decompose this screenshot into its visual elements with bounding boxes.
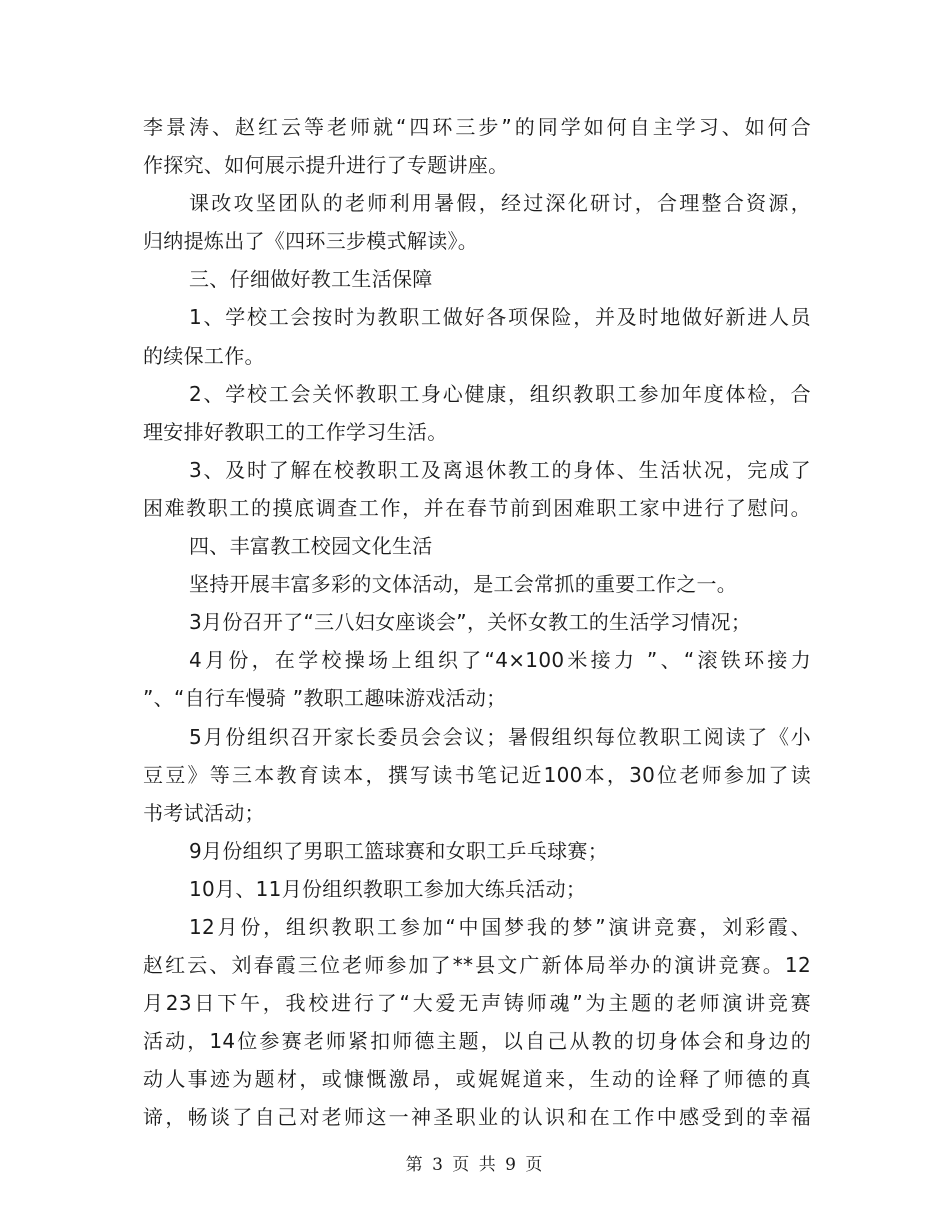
text-line: 动人事迹为题材，或慷慨激昂，或娓娓道来，生动的诠释了师德的真	[143, 1067, 811, 1092]
text-line: 作探究、如何展示提升进行了专题讲座。	[143, 153, 509, 178]
text-line: 归纳提炼出了《四环三步模式解读》。	[143, 229, 479, 254]
text-line: 4月份，在学校操场上组织了“4×100米接力 ”、“滚铁环接力	[189, 648, 811, 673]
text-line: 3、及时了解在校教职工及离退休教工的身体、生活状况，完成了	[189, 457, 811, 482]
text-line: 2、学校工会关怀教职工身心健康，组织教职工参加年度体检，合	[189, 381, 811, 406]
text-line: 月23日下午，我校进行了“大爱无声铸师魂”为主题的老师演讲竞赛	[143, 991, 811, 1016]
text-line: 的续保工作。	[143, 343, 265, 368]
document-body	[143, 108, 811, 1137]
text-line: 课改攻坚团队的老师利用暑假，经过深化研讨，合理整合资源，	[189, 191, 811, 216]
text-line: 谛，畅谈了自己对老师这一神圣职业的认识和在工作中感受到的幸福	[143, 1105, 811, 1130]
text-line: 活动，14位参赛老师紧扣师德主题，以自己从教的切身体会和身边的	[143, 1029, 811, 1054]
text-line: 豆豆》等三本教育读本，撰写读书笔记近100本，30位老师参加了读	[143, 762, 811, 787]
text-line: 理安排好教职工的工作学习生活。	[143, 419, 448, 444]
page-footer: 第 3 页 共 9 页	[405, 1155, 545, 1175]
text-line: 坚持开展丰富多彩的文体活动，是工会常抓的重要工作之一。	[189, 572, 738, 597]
text-line: 1、学校工会按时为教职工做好各项保险，并及时地做好新进人员	[189, 305, 811, 330]
text-line: 李景涛、赵红云等老师就“四环三步”的同学如何自主学习、如何合	[143, 115, 811, 139]
text-line: 书考试活动；	[143, 800, 265, 825]
text-line: 困难教职工的摸底调查工作，并在春节前到困难职工家中进行了慰问。	[143, 495, 811, 520]
text-line: 9月份组织了男职工篮球赛和女职工乒乓球赛；	[189, 838, 609, 863]
text-line: 三、仔细做好教工生活保障	[189, 267, 433, 292]
text-line: 赵红云、刘春霞三位老师参加了**县文广新体局举办的演讲竞赛。12	[143, 953, 811, 978]
text-line: 10月、11月份组织教职工参加大练兵活动；	[189, 876, 587, 901]
text-line: 四、丰富教工校园文化生活	[189, 534, 433, 559]
text-line: 3月份召开了“三八妇女座谈会”，关怀女教工的生活学习情况；	[189, 610, 752, 635]
text-line: 5月份组织召开家长委员会会议；暑假组织每位教职工阅读了《小	[189, 724, 811, 749]
text-line: ”、“自行车慢骑 ”教职工趣味游戏活动；	[143, 686, 507, 711]
text-line: 12月份，组织教职工参加“中国梦我的梦”演讲竞赛，刘彩霞、	[189, 914, 811, 939]
